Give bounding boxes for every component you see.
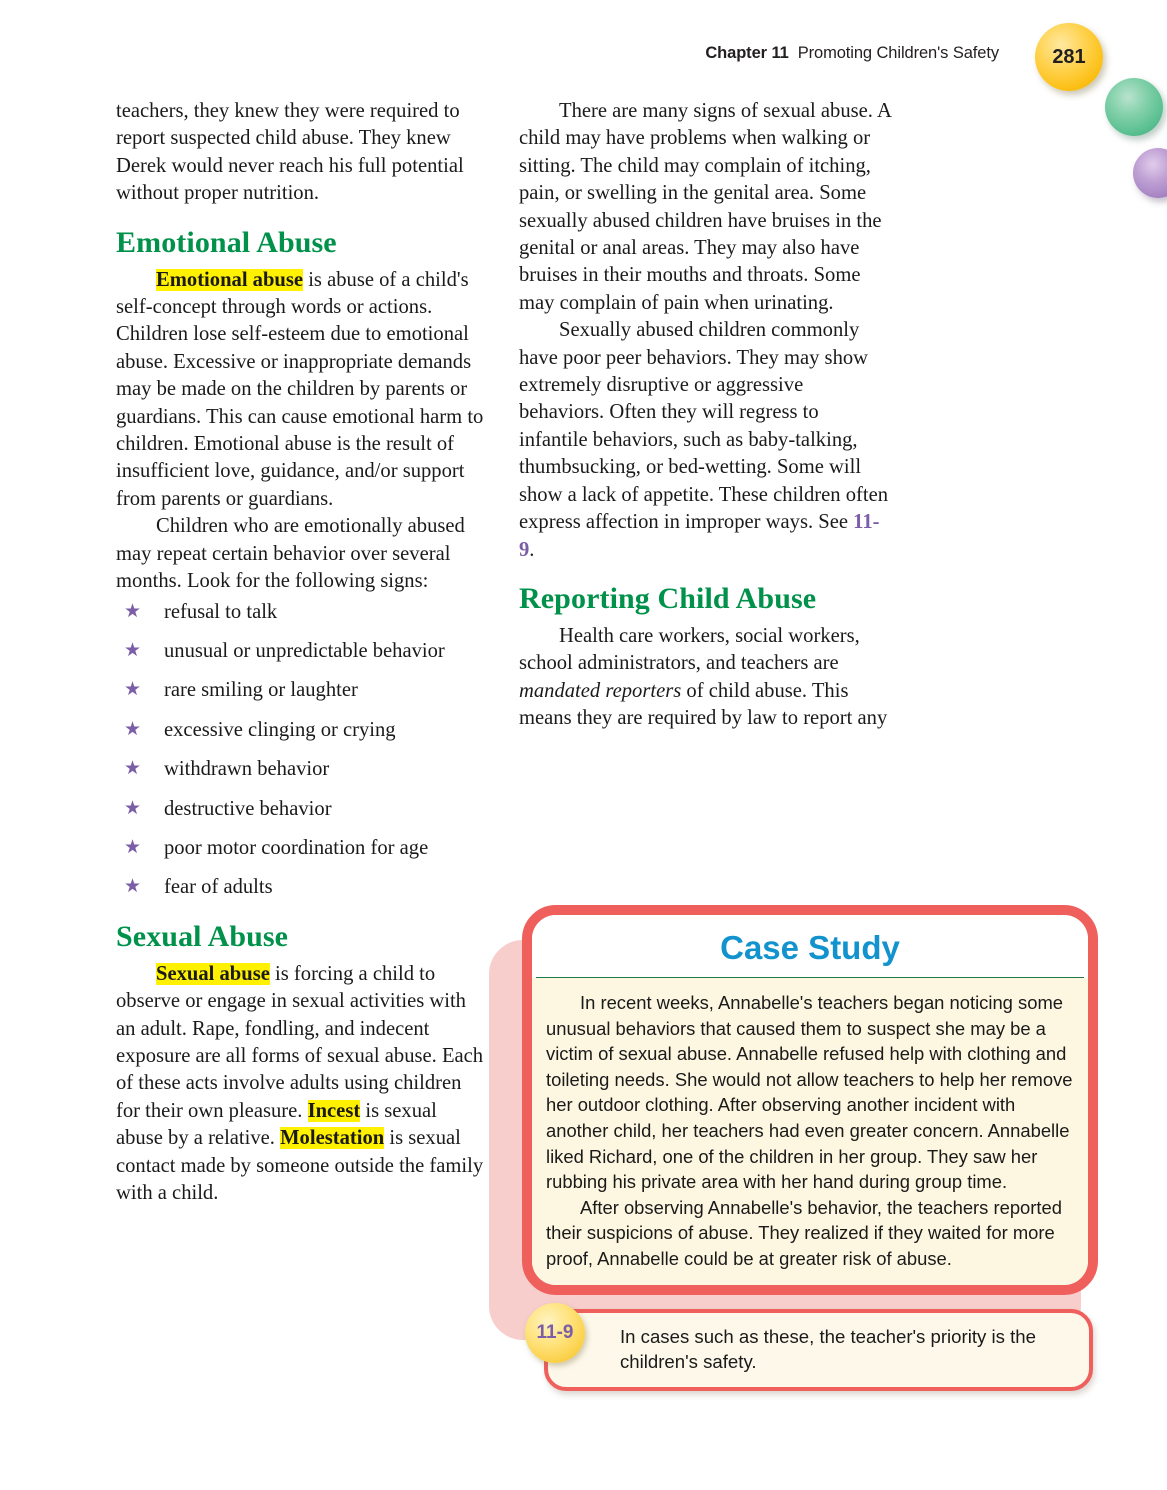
glossary-term-emotional-abuse: Emotional abuse xyxy=(156,268,304,291)
peer-behaviors-text-end: . xyxy=(529,538,535,561)
peer-behaviors-text: Sexually abused children commonly have poor peer behaviors. They may show extremely disruptive or aggressive behaviors. Often they will regress to infantile behaviors, such as baby-talking, thumbsucking, or bed-wetting. Some will show a lack of appetite. These children often express affection in improper ways. See xyxy=(519,319,889,534)
left-text-column xyxy=(116,98,488,1207)
heading-emotional-abuse: Emotional Abuse xyxy=(116,225,337,259)
list-item xyxy=(116,599,488,626)
mandated-reporters-text-b: of child abuse. This means they are required by law to report any xyxy=(519,679,888,730)
list-item-label: poor motor coordination for age xyxy=(164,836,429,859)
star-bullet-icon: ★ xyxy=(124,639,142,661)
star-bullet-icon: ★ xyxy=(124,876,142,898)
list-item xyxy=(116,835,488,862)
heading-reporting-child-abuse: Reporting Child Abuse xyxy=(519,581,817,615)
star-bullet-icon: ★ xyxy=(124,797,142,819)
list-item xyxy=(116,717,488,744)
case-study-box xyxy=(522,905,1098,1295)
sexual-abuse-text-c: is sexual contact made by someone outside the family with a child. xyxy=(116,1127,484,1204)
sexual-abuse-text-b: is sexual abuse by a relative. xyxy=(116,1099,437,1150)
paragraph-emotional-abuse-body: is abuse of a child's self-concept through words or actions. Children lose self-esteem due to emotional abuse. Excessive or inappropriate demands may be made on the children by parents or guardians. This can cause emotional harm to children. Emotional abuse is the result of insufficient love, guidance, and/or support from parents or guardians. xyxy=(116,268,484,510)
list-item xyxy=(116,874,488,901)
running-head-chapter-label: Chapter 11 xyxy=(705,44,789,62)
glossary-term-molestation: Molestation xyxy=(280,1127,385,1150)
list-item-label: excessive clinging or crying xyxy=(164,718,396,741)
list-item xyxy=(116,638,488,665)
list-item-label: unusual or unpredictable behavior xyxy=(164,639,445,662)
right-text-column xyxy=(519,98,891,733)
paragraph-mandated-reporters xyxy=(519,623,891,733)
star-bullet-icon: ★ xyxy=(124,836,142,858)
page-number: 281 xyxy=(1052,45,1086,68)
list-item-label: refusal to talk xyxy=(164,600,278,623)
glossary-term-sexual-abuse: Sexual abuse xyxy=(156,962,270,985)
figure-number-badge: 11-9 xyxy=(525,1303,585,1363)
figure-caption-text: In cases such as these, the teacher's priority is the children's safety. xyxy=(620,1326,1036,1372)
paragraph-sexual-abuse-definition xyxy=(116,961,488,1208)
figure-caption-box xyxy=(544,1309,1093,1391)
figure-reference-link[interactable]: 11-9 xyxy=(519,511,880,561)
running-head-chapter-title: Promoting Children's Safety xyxy=(797,44,999,62)
list-item-label: destructive behavior xyxy=(164,797,332,820)
star-bullet-icon: ★ xyxy=(124,679,142,701)
list-emotional-abuse-signs xyxy=(116,599,488,902)
list-item-label: fear of adults xyxy=(164,876,273,899)
mandated-reporters-text-a: Health care workers, social workers, school administrators, and teachers are xyxy=(519,624,860,675)
italic-term-mandated-reporters: mandated reporters xyxy=(519,679,682,702)
case-study-title: Case Study xyxy=(532,915,1088,977)
paragraph-peer-behaviors xyxy=(519,317,891,564)
running-head xyxy=(705,44,999,63)
paragraph-signs-of-sexual-abuse: There are many signs of sexual abuse. A child may have problems when walking or sitting. The child may complain of itching, pain, or swelling in the genital area. Some sexually abused children have bruises in the genital or anal areas. They may also have bruises in their mouths and throats. Some may complain of pain when urinating. xyxy=(519,100,891,314)
paragraph-continued: teachers, they knew they were required to report suspected child abuse. They knew Derek would never reach his full potential without proper nutrition. xyxy=(116,100,464,205)
paragraph-emotional-abuse-definition xyxy=(116,267,488,514)
list-item-label: rare smiling or laughter xyxy=(164,679,358,702)
heading-sexual-abuse: Sexual Abuse xyxy=(116,919,289,953)
list-item-label: withdrawn behavior xyxy=(164,758,330,781)
star-bullet-icon: ★ xyxy=(124,600,142,622)
glossary-term-incest: Incest xyxy=(307,1099,361,1122)
list-item xyxy=(116,677,488,704)
case-study-paragraph-1: In recent weeks, Annabelle's teachers began noticing some unusual behaviors that caused them to suspect she may be a victim of sexual abuse. Annabelle refused help with clothing and toileting needs. She would not allow teachers to help her remove her outdoor clothing. After observing another incident with another child, her teachers had even greater concern. Annabelle liked Richard, one of the children in her group. They saw her rubbing his private area with her hand during group time. xyxy=(546,992,1073,1193)
decorative-sphere-purple xyxy=(1133,148,1167,198)
list-item xyxy=(116,796,488,823)
paragraph-emotional-abuse-signs-intro: Children who are emotionally abused may repeat certain behavior over several months. Look for the following signs: xyxy=(116,515,465,593)
case-study-paragraph-2: After observing Annabelle's behavior, the teachers reported their suspicions of abuse. They realized if they waited for more proof, Annabelle could be at greater risk of abuse. xyxy=(546,1196,1062,1269)
star-bullet-icon: ★ xyxy=(124,758,142,780)
case-study-feature xyxy=(487,895,1107,1395)
sexual-abuse-text-a: is forcing a child to observe or engage in sexual activities with an adult. Rape, fondling, and indecent exposure are all forms of sexual abuse. Each of these acts involve adults using children for their own pleasure. xyxy=(116,962,484,1122)
list-item xyxy=(116,756,488,783)
decorative-sphere-green xyxy=(1105,78,1163,136)
star-bullet-icon: ★ xyxy=(124,718,142,740)
case-study-body xyxy=(532,978,1088,1295)
